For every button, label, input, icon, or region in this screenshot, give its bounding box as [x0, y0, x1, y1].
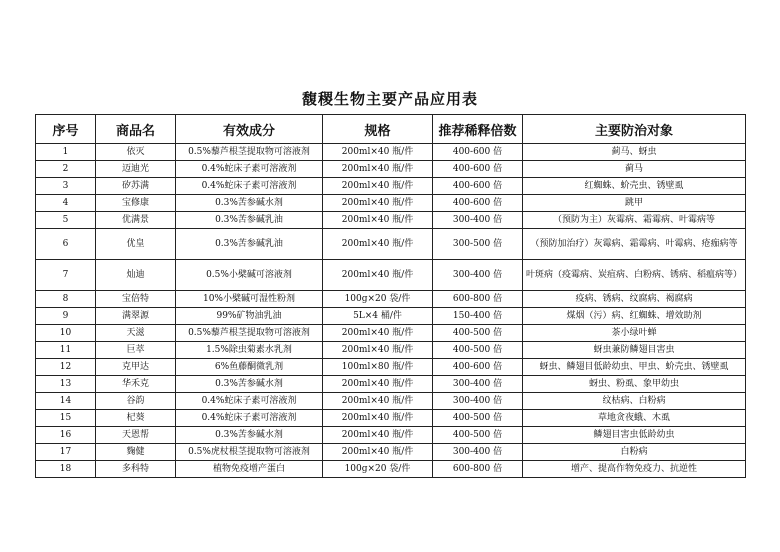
cell-index: 7	[36, 260, 96, 291]
cell-ingredient: 99%矿物油乳油	[176, 308, 323, 325]
table-row	[36, 461, 746, 478]
table-row	[36, 144, 746, 161]
cell-spec: 200ml×40 瓶/件	[323, 178, 433, 195]
cell-index: 4	[36, 195, 96, 212]
cell-spec: 200ml×40 瓶/件	[323, 410, 433, 427]
table-row	[36, 260, 746, 291]
cell-targets: （预防为主）灰霉病、霜霉病、叶霉病等	[523, 212, 746, 229]
table-row	[36, 291, 746, 308]
cell-dilution: 300-400 倍	[433, 376, 523, 393]
header-name: 商品名	[96, 115, 176, 144]
cell-targets: 蚜虫兼防鳞翅目害虫	[523, 342, 746, 359]
cell-spec: 200ml×40 瓶/件	[323, 444, 433, 461]
header-dilution: 推荐稀释倍数	[433, 115, 523, 144]
cell-dilution: 400-600 倍	[433, 144, 523, 161]
table-row	[36, 308, 746, 325]
cell-name: 华禾克	[96, 376, 176, 393]
cell-dilution: 400-600 倍	[433, 178, 523, 195]
cell-spec: 200ml×40 瓶/件	[323, 212, 433, 229]
table-row	[36, 376, 746, 393]
cell-dilution: 400-600 倍	[433, 359, 523, 376]
cell-spec: 100ml×80 瓶/件	[323, 359, 433, 376]
cell-spec: 5L×4 桶/件	[323, 308, 433, 325]
table-row	[36, 393, 746, 410]
cell-index: 13	[36, 376, 96, 393]
cell-dilution: 300-400 倍	[433, 444, 523, 461]
cell-index: 6	[36, 229, 96, 260]
cell-spec: 200ml×40 瓶/件	[323, 393, 433, 410]
cell-name: 多科特	[96, 461, 176, 478]
cell-ingredient: 0.3%苦参碱水剂	[176, 195, 323, 212]
cell-name: 克甲达	[96, 359, 176, 376]
cell-name: 迈迪光	[96, 161, 176, 178]
cell-spec: 200ml×40 瓶/件	[323, 427, 433, 444]
cell-index: 10	[36, 325, 96, 342]
cell-targets: 蚜虫、鳞翅目低龄幼虫、甲虫、蚧壳虫、锈壁虱	[523, 359, 746, 376]
cell-ingredient: 0.5%虎杖根茎提取物可溶液剂	[176, 444, 323, 461]
cell-ingredient: 0.3%苦参碱乳油	[176, 212, 323, 229]
cell-name: 谷韵	[96, 393, 176, 410]
cell-spec: 200ml×40 瓶/件	[323, 195, 433, 212]
table-row	[36, 444, 746, 461]
cell-name: 依灭	[96, 144, 176, 161]
table-row	[36, 325, 746, 342]
cell-ingredient: 1.5%除虫菊素水乳剂	[176, 342, 323, 359]
cell-targets: 纹枯病、白粉病	[523, 393, 746, 410]
cell-targets: 茶小绿叶蝉	[523, 325, 746, 342]
cell-name: 杞葵	[96, 410, 176, 427]
cell-ingredient: 0.5%藜芦根茎提取物可溶液剂	[176, 144, 323, 161]
cell-ingredient: 0.5%藜芦根茎提取物可溶液剂	[176, 325, 323, 342]
cell-ingredient: 0.3%苦参碱乳油	[176, 229, 323, 260]
cell-dilution: 300-400 倍	[433, 212, 523, 229]
cell-dilution: 600-800 倍	[433, 291, 523, 308]
cell-spec: 200ml×40 瓶/件	[323, 342, 433, 359]
cell-ingredient: 0.5%小檗碱可溶液剂	[176, 260, 323, 291]
table-row	[36, 229, 746, 260]
cell-ingredient: 0.4%蛇床子素可溶液剂	[176, 410, 323, 427]
cell-spec: 100g×20 袋/件	[323, 291, 433, 308]
cell-name: 满翠源	[96, 308, 176, 325]
cell-ingredient: 0.3%苦参碱水剂	[176, 427, 323, 444]
cell-spec: 200ml×40 瓶/件	[323, 376, 433, 393]
cell-name: 宝修康	[96, 195, 176, 212]
cell-targets: 蚜虫、粉虱、象甲幼虫	[523, 376, 746, 393]
cell-index: 5	[36, 212, 96, 229]
cell-name: 天恩帮	[96, 427, 176, 444]
cell-ingredient: 植物免疫增产蛋白	[176, 461, 323, 478]
cell-index: 8	[36, 291, 96, 308]
cell-index: 11	[36, 342, 96, 359]
cell-ingredient: 0.4%蛇床子素可溶液剂	[176, 393, 323, 410]
cell-ingredient: 10%小檗碱可湿性粉剂	[176, 291, 323, 308]
table-row	[36, 359, 746, 376]
cell-index: 14	[36, 393, 96, 410]
cell-targets: 红蜘蛛、蚧壳虫、锈壁虱	[523, 178, 746, 195]
header-ingredient: 有效成分	[176, 115, 323, 144]
cell-name: 麴健	[96, 444, 176, 461]
table-row	[36, 161, 746, 178]
cell-targets: 叶斑病（疫霉病、炭疽病、白粉病、锈病、稻瘟病等）	[523, 260, 746, 291]
cell-dilution: 300-500 倍	[433, 229, 523, 260]
cell-index: 15	[36, 410, 96, 427]
cell-spec: 200ml×40 瓶/件	[323, 229, 433, 260]
cell-name: 优满景	[96, 212, 176, 229]
table-row	[36, 212, 746, 229]
cell-name: 灿迪	[96, 260, 176, 291]
cell-dilution: 400-600 倍	[433, 161, 523, 178]
cell-index: 12	[36, 359, 96, 376]
cell-dilution: 400-500 倍	[433, 342, 523, 359]
cell-name: 优皇	[96, 229, 176, 260]
cell-targets: （预防加治疗）灰霉病、霜霉病、叶霉病、疮痂病等	[523, 229, 746, 260]
cell-dilution: 300-400 倍	[433, 260, 523, 291]
cell-dilution: 400-500 倍	[433, 325, 523, 342]
header-spec: 规格	[323, 115, 433, 144]
cell-spec: 200ml×40 瓶/件	[323, 325, 433, 342]
cell-dilution: 400-500 倍	[433, 410, 523, 427]
table-row	[36, 342, 746, 359]
cell-targets: 蓟马	[523, 161, 746, 178]
cell-index: 2	[36, 161, 96, 178]
cell-spec: 200ml×40 瓶/件	[323, 260, 433, 291]
cell-targets: 鳞翅目害虫低龄幼虫	[523, 427, 746, 444]
cell-targets: 白粉病	[523, 444, 746, 461]
header-index: 序号	[36, 115, 96, 144]
cell-dilution: 400-600 倍	[433, 195, 523, 212]
cell-dilution: 400-500 倍	[433, 427, 523, 444]
cell-index: 3	[36, 178, 96, 195]
cell-targets: 草地贪夜蛾、木虱	[523, 410, 746, 427]
cell-targets: 跳甲	[523, 195, 746, 212]
cell-index: 18	[36, 461, 96, 478]
cell-name: 天滋	[96, 325, 176, 342]
cell-spec: 200ml×40 瓶/件	[323, 144, 433, 161]
cell-index: 1	[36, 144, 96, 161]
table-row	[36, 178, 746, 195]
cell-name: 宝倍特	[96, 291, 176, 308]
product-table	[35, 114, 746, 478]
cell-dilution: 150-400 倍	[433, 308, 523, 325]
cell-spec: 200ml×40 瓶/件	[323, 161, 433, 178]
cell-index: 17	[36, 444, 96, 461]
cell-name: 巨萃	[96, 342, 176, 359]
header-targets: 主要防治对象	[523, 115, 746, 144]
cell-name: 矽苏满	[96, 178, 176, 195]
cell-ingredient: 6%鱼藤酮微乳剂	[176, 359, 323, 376]
cell-dilution: 300-400 倍	[433, 393, 523, 410]
table-row	[36, 427, 746, 444]
page-title: 馥稷生物主要产品应用表	[301, 90, 478, 108]
cell-spec: 100g×20 袋/件	[323, 461, 433, 478]
cell-dilution: 600-800 倍	[433, 461, 523, 478]
header-row	[36, 115, 746, 144]
cell-targets: 增产、提高作物免疫力、抗逆性	[523, 461, 746, 478]
cell-index: 9	[36, 308, 96, 325]
cell-index: 16	[36, 427, 96, 444]
table-row	[36, 195, 746, 212]
cell-ingredient: 0.4%蛇床子素可溶液剂	[176, 161, 323, 178]
cell-targets: 疫病、锈病、纹腐病、褐腐病	[523, 291, 746, 308]
cell-targets: 蓟马、蚜虫	[523, 144, 746, 161]
cell-ingredient: 0.3%苦参碱水剂	[176, 376, 323, 393]
cell-ingredient: 0.4%蛇床子素可溶液剂	[176, 178, 323, 195]
cell-targets: 煤烟（污）病、红蜘蛛、增效助剂	[523, 308, 746, 325]
table-row	[36, 410, 746, 427]
